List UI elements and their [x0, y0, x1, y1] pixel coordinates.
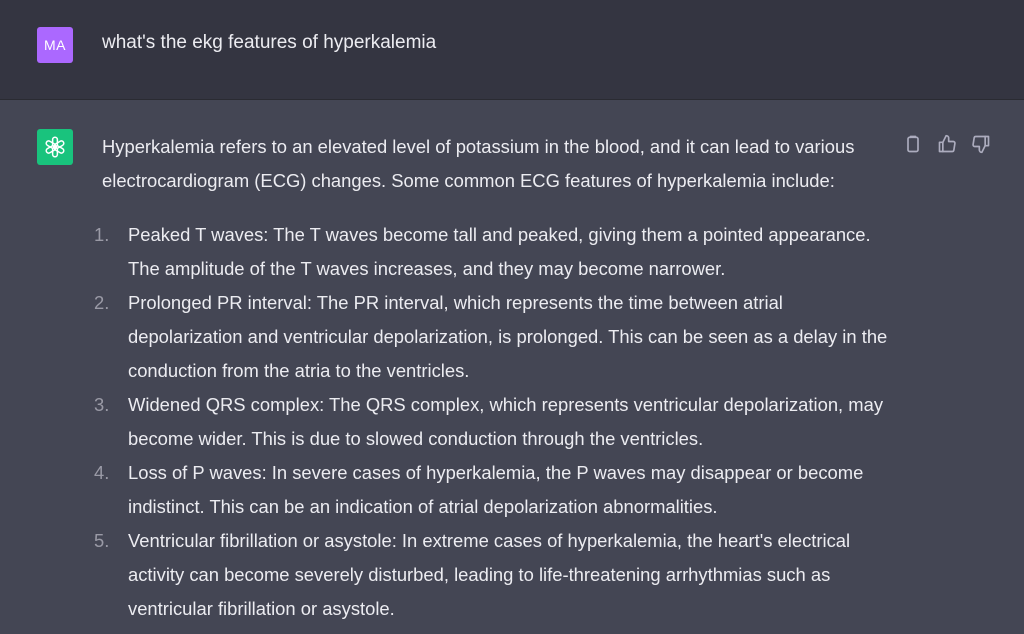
assistant-avatar [37, 129, 73, 165]
message-actions [902, 133, 992, 155]
list-item [94, 456, 892, 524]
list-item-number: 3. [94, 394, 110, 415]
list-item [94, 218, 892, 286]
list-item [94, 286, 892, 388]
assistant-answer [94, 130, 892, 626]
user-avatar [37, 27, 73, 63]
copy-button[interactable] [902, 133, 924, 155]
list-item-text: Peaked T waves: The T waves become tall and peaked, giving them a pointed appearance. The amplitude of the T waves increases, and they may become narrower. [128, 224, 871, 279]
list-item [94, 524, 892, 626]
thumbs-down-button[interactable] [970, 133, 992, 155]
list-item-text: Ventricular fibrillation or asystole: In extreme cases of hyperkalemia, the heart's electrical activity can become severely disturbed, leading to life-threatening arrhythmias such as ventricular fibrillation or asystole. [128, 530, 851, 619]
list-item [94, 388, 892, 456]
thumbs-down-icon [971, 134, 991, 154]
user-message-text: what's the ekg features of hyperkalemia [102, 32, 437, 53]
clipboard-icon [903, 134, 923, 154]
list-item-number: 4. [94, 462, 110, 483]
thumbs-up-icon [937, 134, 957, 154]
assistant-message-row [0, 100, 1024, 634]
list-item-text: Prolonged PR interval: The PR interval, which represents the time between atrial depolarization and ventricular depolarization, is prolonged. This can be seen as a delay in the conduction from the atria to the ventricles. [128, 292, 888, 381]
answer-intro: Hyperkalemia refers to an elevated level of potassium in the blood, and it can lead to various electrocardiogram (ECG) changes. Some common ECG features of hyperkalemia include: [102, 136, 855, 191]
list-item-number: 1. [94, 224, 110, 245]
ecg-features-list [94, 218, 892, 626]
list-item-number: 2. [94, 292, 110, 313]
list-item-number: 5. [94, 530, 110, 551]
list-item-text: Widened QRS complex: The QRS complex, which represents ventricular depolarization, may become wider. This is due to slowed conduction through the ventricles. [128, 394, 884, 449]
user-avatar-initials: MA [44, 37, 66, 53]
thumbs-up-button[interactable] [936, 133, 958, 155]
user-message-row [0, 0, 1024, 100]
openai-logo-icon [42, 134, 68, 160]
list-item-text: Loss of P waves: In severe cases of hyperkalemia, the P waves may disappear or become indistinct. This can be an indication of atrial depolarization abnormalities. [128, 462, 864, 517]
